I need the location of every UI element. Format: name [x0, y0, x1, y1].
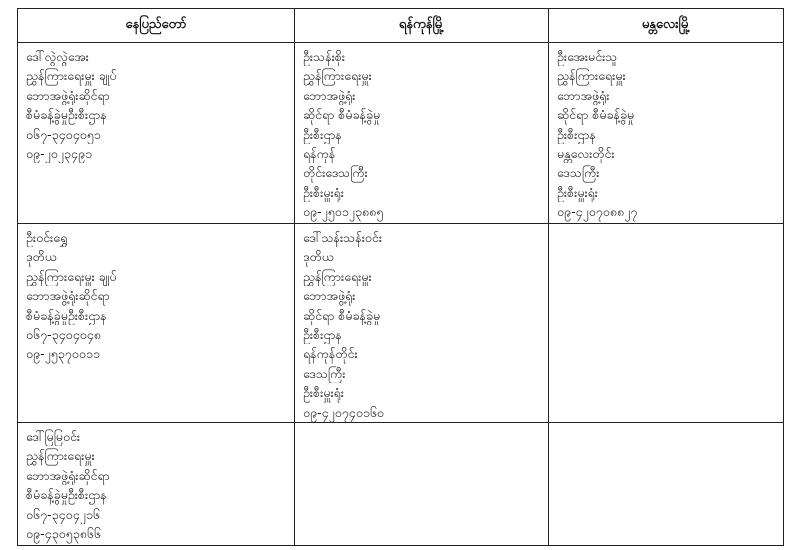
- official-region: တိုင်းဒေသကြီး: [303, 165, 368, 181]
- official-region: မန္တလေးတိုင်း: [557, 146, 615, 162]
- table-cell: [18, 43, 295, 224]
- mobile-phone: ၀၉-၂၀၂၃၄၉၁: [26, 146, 93, 162]
- official-office: ဦးစီးမှူးရုံး: [303, 184, 344, 200]
- official-title: ညွှန်ကြားရေးမှူး: [303, 68, 372, 84]
- official-title: ညွှန်ကြားရေးမှူး: [557, 68, 626, 84]
- official-office: ဦးစီးမှူးရုံး: [557, 184, 598, 200]
- official-office: ဘောအဖွဲ့ရုံးဆိုင်ရာ: [26, 288, 110, 304]
- table-cell-empty: [549, 224, 784, 423]
- official-department: ဆိုင်ရာ စီမံခန့်ခွဲမှု: [303, 107, 381, 123]
- mobile-phone: ၀၉-၄၂၀၇၀၈၈၂၇: [557, 204, 638, 220]
- official-office: ဘောအဖွဲ့ရုံး: [303, 288, 356, 304]
- official-name: ဦးဝင်းရွှေ: [26, 230, 68, 245]
- table-row: [18, 423, 784, 546]
- table-row: [18, 224, 784, 423]
- official-region: ရန်ကုန်တိုင်း: [303, 346, 358, 362]
- header-naypyitaw: နေပြည်တော်: [18, 9, 295, 43]
- mobile-phone: ၀၉-၄၂၀၇၄၀၁၆၀: [303, 404, 384, 420]
- mobile-phone: ၀၉-၂၅၃၇၀၀၁၁: [26, 346, 100, 362]
- official-name: ဒေါ်မြမြဝင်း: [26, 429, 81, 445]
- official-title: ဒုတိယ: [303, 249, 334, 265]
- table-cell: [295, 224, 549, 423]
- table-cell: [295, 43, 549, 224]
- official-department: ဆိုင်ရာ စီမံခန့်ခွဲမှု: [557, 107, 635, 123]
- official-title: ညွှန်ကြားရေးမှူး ချုပ်: [26, 68, 117, 84]
- office-phone: ၀၆၇-၃၄၀၄၀၅၁: [26, 126, 101, 142]
- official-department: စီမံခန့်ခွဲမှုဦးစီးဌာန: [26, 307, 107, 323]
- official-title: ညွှန်ကြားရေးမှူး ချုပ်: [26, 268, 117, 284]
- official-title: ညွှန်ကြားရေးမှူး: [303, 268, 372, 284]
- official-name: ဒေါ်လွဲလွဲအေး: [26, 49, 89, 64]
- official-name: ဒေါ်သန်းသန်းဝင်း: [303, 230, 383, 245]
- office-phone: ၀၆၇-၃၄၀၄၀၄၈: [26, 327, 101, 343]
- official-title: ညွှန်ကြားရေးမှူး: [26, 448, 95, 464]
- official-department: ဦးစီးဌာန: [303, 327, 342, 343]
- table-cell: [18, 423, 295, 546]
- table-row: [18, 43, 784, 224]
- official-region: ဒေသကြီး: [303, 365, 346, 381]
- office-phone: ၀၆၇-၃၄၀၄၂၁၆: [26, 506, 100, 522]
- table-cell: [549, 43, 784, 224]
- official-name: ဦးသန်းစိုး: [303, 49, 346, 64]
- table-cell-empty: [295, 423, 549, 546]
- mobile-phone: ၀၉-၄၃၀၅၃၈၆၆: [26, 526, 101, 542]
- mobile-phone: ၀၉-၂၅၀၁၂၃၈၈၅: [303, 204, 384, 220]
- table-cell-empty: [549, 423, 784, 546]
- official-office: ဘောအဖွဲ့ရုံးဆိုင်ရာ: [26, 87, 110, 103]
- header-row: [18, 9, 784, 43]
- header-yangon: ရန်ကုန်မြို့: [295, 9, 549, 43]
- official-office: ဘောအဖွဲ့ရုံး: [557, 87, 610, 103]
- official-region: ဒေသကြီး: [557, 165, 600, 181]
- official-title: ဒုတိယ: [26, 249, 57, 265]
- official-department: စီမံခန့်ခွဲမှုဦးစီးဌာန: [26, 107, 107, 123]
- official-department: ဆိုင်ရာ စီမံခန့်ခွဲမှု: [303, 307, 381, 323]
- official-region: ရန်ကုန်: [303, 146, 336, 162]
- official-office: ဘောအဖွဲ့ရုံးဆိုင်ရာ: [26, 467, 110, 483]
- table-cell: [18, 224, 295, 423]
- official-office: ဦးစီးမှူးရုံး: [303, 385, 344, 401]
- contact-table-container: [17, 8, 783, 546]
- official-department: ဦးစီးဌာန: [557, 126, 596, 142]
- official-office: ဘောအဖွဲ့ရုံး: [303, 87, 356, 103]
- official-department: စီမံခန့်ခွဲမှုဦးစီးဌာန: [26, 487, 107, 503]
- official-department: ဦးစီးဌာန: [303, 126, 342, 142]
- header-mandalay: မန္တလေးမြို့: [549, 9, 784, 43]
- official-name: ဦးအေးမင်းသူ: [557, 49, 618, 64]
- contact-table: [17, 8, 784, 546]
